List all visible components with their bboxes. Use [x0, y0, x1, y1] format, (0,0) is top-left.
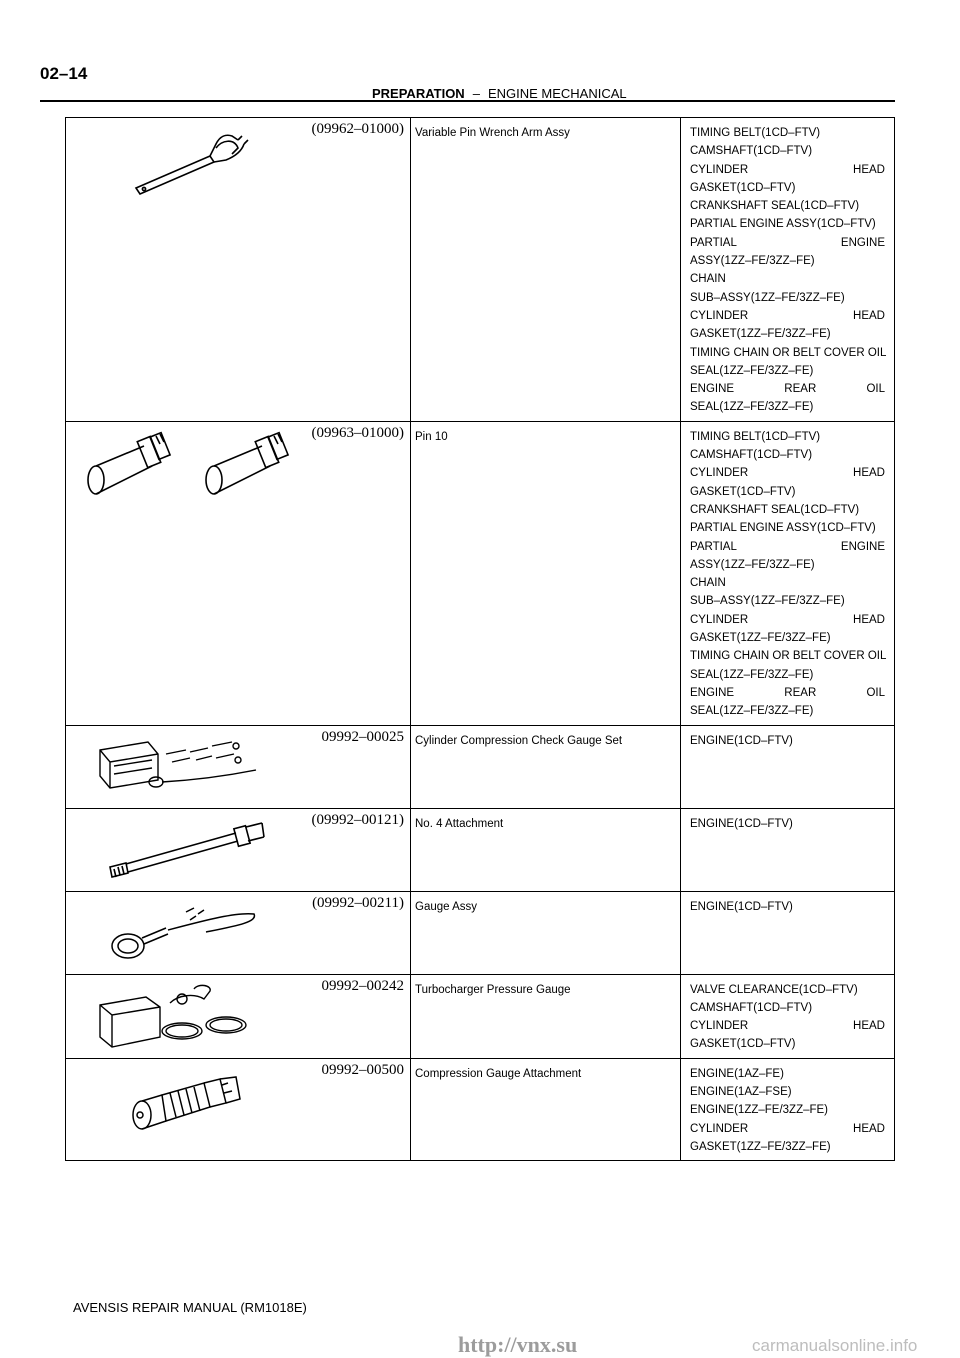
- usage-line: ENGINE(1CD–FTV): [690, 817, 793, 830]
- usage-line: CYLINDER HEAD: [690, 309, 885, 322]
- tool-name: Turbocharger Pressure Gauge: [411, 974, 681, 1058]
- usage-line: CHAIN: [690, 273, 726, 286]
- table-row: [66, 808, 895, 891]
- turbo-gauge-case-icon: [86, 981, 326, 1057]
- tool-usage: [681, 974, 895, 1058]
- part-number: 09992–00242: [321, 977, 404, 994]
- table-row: [66, 891, 895, 974]
- footer-site-watermark: carmanualsonline.info: [752, 1336, 918, 1355]
- tool-name: No. 4 Attachment: [411, 808, 681, 891]
- usage-line: CYLINDER HEAD: [690, 467, 885, 480]
- watermark-link[interactable]: http://vnx.su: [458, 1332, 578, 1357]
- usage-line: TIMING CHAIN OR BELT COVER OIL: [690, 346, 887, 359]
- usage-line: ENGINE(1ZZ–FE/3ZZ–FE): [690, 1104, 829, 1117]
- tool-usage: [681, 808, 895, 891]
- usage-line: ENGINE(1CD–FTV): [690, 734, 793, 747]
- sst-table: [65, 117, 895, 1161]
- pin-pair-icon: [86, 422, 326, 502]
- usage-line: PARTIAL ENGINE: [690, 236, 885, 249]
- tool-image-cell: [66, 725, 411, 808]
- part-number: 09992–00025: [321, 728, 404, 745]
- usage-line: SEAL(1ZZ–FE/3ZZ–FE): [690, 668, 814, 681]
- page-number: 02–14: [40, 64, 88, 83]
- usage-line: TIMING CHAIN OR BELT COVER OIL: [690, 650, 887, 663]
- usage-line: CAMSHAFT(1CD–FTV): [690, 1001, 813, 1014]
- tool-name: Variable Pin Wrench Arm Assy: [411, 118, 681, 422]
- usage-line: ENGINE REAR OIL: [690, 686, 885, 699]
- tool-name: Compression Gauge Attachment: [411, 1058, 681, 1160]
- part-number: (09992–00121): [311, 811, 404, 828]
- subsection-title: ENGINE MECHANICAL: [487, 86, 627, 101]
- footer-manual-id: AVENSIS REPAIR MANUAL (RM1018E): [73, 1300, 307, 1315]
- usage-line: CYLINDER HEAD: [690, 163, 885, 176]
- part-number: (09963–01000): [311, 424, 404, 441]
- tool-usage: [681, 118, 895, 422]
- usage-line: CHAIN: [690, 577, 726, 590]
- usage-line: CRANKSHAFT SEAL(1CD–FTV): [690, 503, 860, 516]
- usage-line: CYLINDER HEAD: [690, 1020, 885, 1033]
- section-header: [372, 86, 627, 101]
- tool-usage: [681, 725, 895, 808]
- usage-line: TIMING BELT(1CD–FTV): [690, 430, 821, 443]
- tool-image-cell: [66, 808, 411, 891]
- usage-line: CYLINDER HEAD: [690, 1122, 885, 1135]
- usage-line: SUB–ASSY(1ZZ–FE/3ZZ–FE): [690, 291, 845, 304]
- section-title: PREPARATION: [372, 86, 465, 101]
- usage-line: VALVE CLEARANCE(1CD–FTV): [690, 983, 858, 996]
- table-row: [66, 421, 895, 725]
- attachment-rod-icon: [86, 817, 326, 887]
- table-row: [66, 974, 895, 1058]
- usage-line: GASKET(1CD–FTV): [690, 181, 796, 194]
- usage-line: ENGINE(1AZ–FE): [690, 1067, 784, 1080]
- table-row: [66, 1058, 895, 1160]
- usage-line: GASKET(1CD–FTV): [690, 1038, 796, 1051]
- gauge-assy-icon: [86, 898, 326, 968]
- tool-name: Pin 10: [411, 421, 681, 725]
- part-number: 09992–00500: [321, 1061, 404, 1078]
- usage-line: ENGINE(1AZ–FSE): [690, 1085, 792, 1098]
- usage-line: CYLINDER HEAD: [690, 613, 885, 626]
- usage-line: SUB–ASSY(1ZZ–FE/3ZZ–FE): [690, 595, 845, 608]
- tool-usage: [681, 421, 895, 725]
- tool-image-cell: [66, 1058, 411, 1160]
- usage-line: GASKET(1ZZ–FE/3ZZ–FE): [690, 632, 831, 645]
- usage-line: SEAL(1ZZ–FE/3ZZ–FE): [690, 364, 814, 377]
- usage-line: SEAL(1ZZ–FE/3ZZ–FE): [690, 401, 814, 414]
- part-number: (09962–01000): [311, 121, 404, 137]
- header-rule: [40, 100, 895, 102]
- usage-line: GASKET(1CD–FTV): [690, 485, 796, 498]
- usage-line: PARTIAL ENGINE ASSY(1CD–FTV): [690, 522, 876, 535]
- tool-usage: [681, 891, 895, 974]
- pin-wrench-arm-icon: [86, 126, 306, 196]
- tool-image-cell: [66, 421, 411, 725]
- usage-line: CAMSHAFT(1CD–FTV): [690, 449, 813, 462]
- tool-name: Cylinder Compression Check Gauge Set: [411, 725, 681, 808]
- usage-line: CAMSHAFT(1CD–FTV): [690, 145, 813, 158]
- tool-name: Gauge Assy: [411, 891, 681, 974]
- table-row: [66, 118, 895, 422]
- threaded-adapter-icon: [86, 1069, 326, 1145]
- usage-line: CRANKSHAFT SEAL(1CD–FTV): [690, 200, 860, 213]
- usage-line: GASKET(1ZZ–FE/3ZZ–FE): [690, 328, 831, 341]
- usage-line: SEAL(1ZZ–FE/3ZZ–FE): [690, 705, 814, 718]
- part-number: (09992–00211): [312, 894, 404, 911]
- compression-gauge-set-icon: [86, 732, 326, 802]
- table-row: [66, 725, 895, 808]
- usage-line: ENGINE REAR OIL: [690, 383, 885, 396]
- usage-line: ASSY(1ZZ–FE/3ZZ–FE): [690, 558, 815, 571]
- tool-image-cell: [66, 118, 411, 422]
- header-separator: –: [472, 86, 480, 101]
- tool-image-cell: [66, 891, 411, 974]
- tool-image-cell: [66, 974, 411, 1058]
- usage-line: ENGINE(1CD–FTV): [690, 900, 793, 913]
- tool-usage: [681, 1058, 895, 1160]
- usage-line: TIMING BELT(1CD–FTV): [690, 127, 821, 139]
- usage-line: GASKET(1ZZ–FE/3ZZ–FE): [690, 1140, 831, 1153]
- usage-line: ASSY(1ZZ–FE/3ZZ–FE): [690, 255, 815, 268]
- usage-line: PARTIAL ENGINE: [690, 540, 885, 553]
- usage-line: PARTIAL ENGINE ASSY(1CD–FTV): [690, 218, 876, 231]
